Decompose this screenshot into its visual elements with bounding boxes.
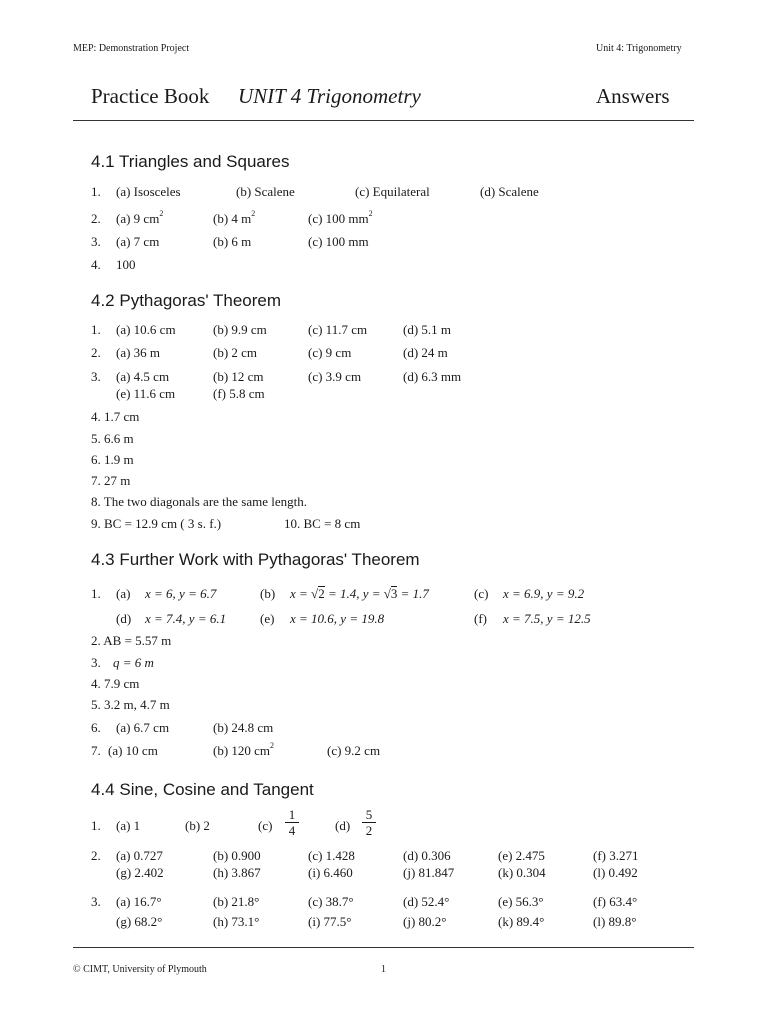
- answers-label: Answers: [596, 84, 670, 108]
- answer-part: 100: [116, 257, 136, 272]
- q-number: 1.: [91, 586, 101, 601]
- section-heading-4-1: 4.1 Triangles and Squares: [91, 152, 290, 171]
- part-label: (c): [474, 586, 489, 601]
- fraction-five-halves: $\frac{5}{2}$: [362, 807, 376, 838]
- answer-part: (a) 4.5 cm: [116, 369, 170, 384]
- answer-4-2-q4: 4. 1.7 cm: [91, 409, 140, 424]
- answer-part: q = 6 m: [113, 655, 154, 670]
- answer-4-3-q4: 4. 7.9 cm: [91, 676, 140, 691]
- answer-4-2-q9: 9. BC = 12.9 cm ( 3 s. f.): [91, 516, 222, 531]
- answer-part: (b) 21.8°: [213, 894, 260, 909]
- answer-part: (k) 0.304: [498, 865, 546, 880]
- answer-part: (c) 9.2 cm: [327, 743, 381, 758]
- section-heading-4-3: 4.3 Further Work with Pythagoras' Theorem: [91, 550, 420, 569]
- answer-part: (k) 89.4°: [498, 914, 545, 929]
- part-label: (e): [260, 611, 275, 626]
- answer-part: (e) 56.3°: [498, 894, 544, 909]
- answer-part: (d) 6.3 mm: [403, 369, 462, 384]
- q-number: 2.: [91, 848, 101, 863]
- answer-part: (i) 6.460: [308, 865, 353, 880]
- answer-part: (b) 4 $m^2$: [213, 209, 256, 226]
- part-label: (d): [116, 611, 132, 626]
- answer-part: (a) 10 cm: [108, 743, 158, 758]
- q-number: 7.: [91, 743, 101, 758]
- answer-part: (c) 3.9 cm: [308, 369, 362, 384]
- answer-part: (e) 11.6 cm: [116, 386, 176, 401]
- answer-part: (c) 9 cm: [308, 345, 352, 360]
- q-number: 1.: [91, 818, 101, 833]
- answer-part: (b) Scalene: [236, 184, 295, 199]
- answer-part: (b) 120 $cm^2$: [213, 741, 275, 758]
- answer-4-2-q6: 6. 1.9 m: [91, 452, 134, 467]
- answer-part: (b) 2 cm: [213, 345, 258, 360]
- answer-part: (b) 0.900: [213, 848, 261, 863]
- fraction-one-quarter: $\frac{1}{4}$: [285, 807, 299, 838]
- answer-part: (a) 6.7 cm: [116, 720, 170, 735]
- answer-4-2-q7: 7. 27 m: [91, 473, 131, 488]
- answer-part: (a) 7 cm: [116, 234, 160, 249]
- answer-part: (a) Isosceles: [116, 184, 181, 199]
- section-heading-4-2: 4.2 Pythagoras' Theorem: [91, 291, 282, 310]
- q-number: 3.: [91, 369, 101, 384]
- q-number: 2.: [91, 211, 101, 226]
- answer-part: x = 6, y = 6.7: [145, 586, 217, 601]
- q-number: 3.: [91, 234, 101, 249]
- answer-part: (d) 24 m: [403, 345, 448, 360]
- answer-part: (b) 9.9 cm: [213, 322, 267, 337]
- answer-part: (f) 63.4°: [593, 894, 638, 909]
- q-number: 3.: [91, 655, 101, 670]
- part-label: (a): [116, 586, 131, 601]
- answer-part: x = 7.5, y = 12.5: [503, 611, 591, 626]
- answer-4-3-q2: 2. AB = 5.57 m: [91, 633, 172, 648]
- part-label: (d): [335, 818, 351, 833]
- answer-part: x = 10.6, y = 19.8: [290, 611, 385, 626]
- title-rule: [73, 120, 694, 121]
- answer-4-2-q10: 10. BC = 8 cm: [284, 516, 361, 531]
- answer-part: x = 6.9, y = 9.2: [503, 586, 585, 601]
- answer-part: (l) 0.492: [593, 865, 638, 880]
- answer-part: (g) 68.2°: [116, 914, 163, 929]
- answer-part: (a) 16.7°: [116, 894, 162, 909]
- q-number: 6.: [91, 720, 101, 735]
- q-number: 3.: [91, 894, 101, 909]
- answer-part: x = 7.4, y = 6.1: [145, 611, 227, 626]
- part-label: (b): [260, 586, 276, 601]
- answer-part: (h) 73.1°: [213, 914, 260, 929]
- answer-part: (j) 80.2°: [403, 914, 447, 929]
- answer-part: (b) 2: [185, 818, 210, 833]
- answer-part: (a) 1: [116, 818, 141, 833]
- footer-copyright: © CIMT, University of Plymouth: [73, 964, 207, 975]
- answer-part: (c) Equilateral: [355, 184, 430, 199]
- unit-title: UNIT 4 Trigonometry: [238, 84, 421, 108]
- answer-part: (a) 10.6 cm: [116, 322, 176, 337]
- answer-part: (e) 2.475: [498, 848, 545, 863]
- answer-part: (c) 100 $mm^2$: [308, 209, 373, 226]
- answer-part: (l) 89.8°: [593, 914, 637, 929]
- answer-part: (a) 0.727: [116, 848, 163, 863]
- part-label: (c): [258, 818, 273, 833]
- answer-4-3-q5: 5. 3.2 m, 4.7 m: [91, 697, 170, 712]
- answer-part: x = √2 = 1.4, y = √3 = 1.7: [290, 586, 429, 601]
- answer-part: (f) 5.8 cm: [213, 386, 265, 401]
- q-number: 4.: [91, 257, 101, 272]
- answer-part: (d) 5.1 m: [403, 322, 452, 337]
- answer-part: (d) 0.306: [403, 848, 451, 863]
- answer-part: (h) 3.867: [213, 865, 261, 880]
- page-title: Practice Book: [91, 84, 210, 108]
- page-number: 1: [381, 964, 386, 975]
- answer-part: (a) 9 $cm^2$: [116, 209, 164, 226]
- answer-part: (j) 81.847: [403, 865, 455, 880]
- answer-part: (g) 2.402: [116, 865, 164, 880]
- running-header-right: Unit 4: Trigonometry: [596, 43, 682, 54]
- q-number: 1.: [91, 184, 101, 199]
- answer-part: (b) 6 m: [213, 234, 252, 249]
- q-number: 2.: [91, 345, 101, 360]
- answer-part: (c) 100 mm: [308, 234, 369, 249]
- answer-part: (f) 3.271: [593, 848, 639, 863]
- answer-part: (a) 36 m: [116, 345, 161, 360]
- answer-part: (d) Scalene: [480, 184, 539, 199]
- running-header-left: MEP: Demonstration Project: [73, 43, 190, 54]
- answer-part: (b) 12 cm: [213, 369, 264, 384]
- answer-part: (d) 52.4°: [403, 894, 450, 909]
- answer-part: (i) 77.5°: [308, 914, 352, 929]
- answer-part: (b) 24.8 cm: [213, 720, 274, 735]
- answer-part: (c) 38.7°: [308, 894, 354, 909]
- footer-rule: [73, 947, 694, 948]
- section-heading-4-4: 4.4 Sine, Cosine and Tangent: [91, 780, 314, 799]
- answer-part: (c) 1.428: [308, 848, 355, 863]
- answer-4-2-q5: 5. 6.6 m: [91, 431, 134, 446]
- answer-part: (c) 11.7 cm: [308, 322, 368, 337]
- part-label: (f): [474, 611, 487, 626]
- answer-4-2-q8: 8. The two diagonals are the same length.: [91, 494, 308, 509]
- q-number: 1.: [91, 322, 101, 337]
